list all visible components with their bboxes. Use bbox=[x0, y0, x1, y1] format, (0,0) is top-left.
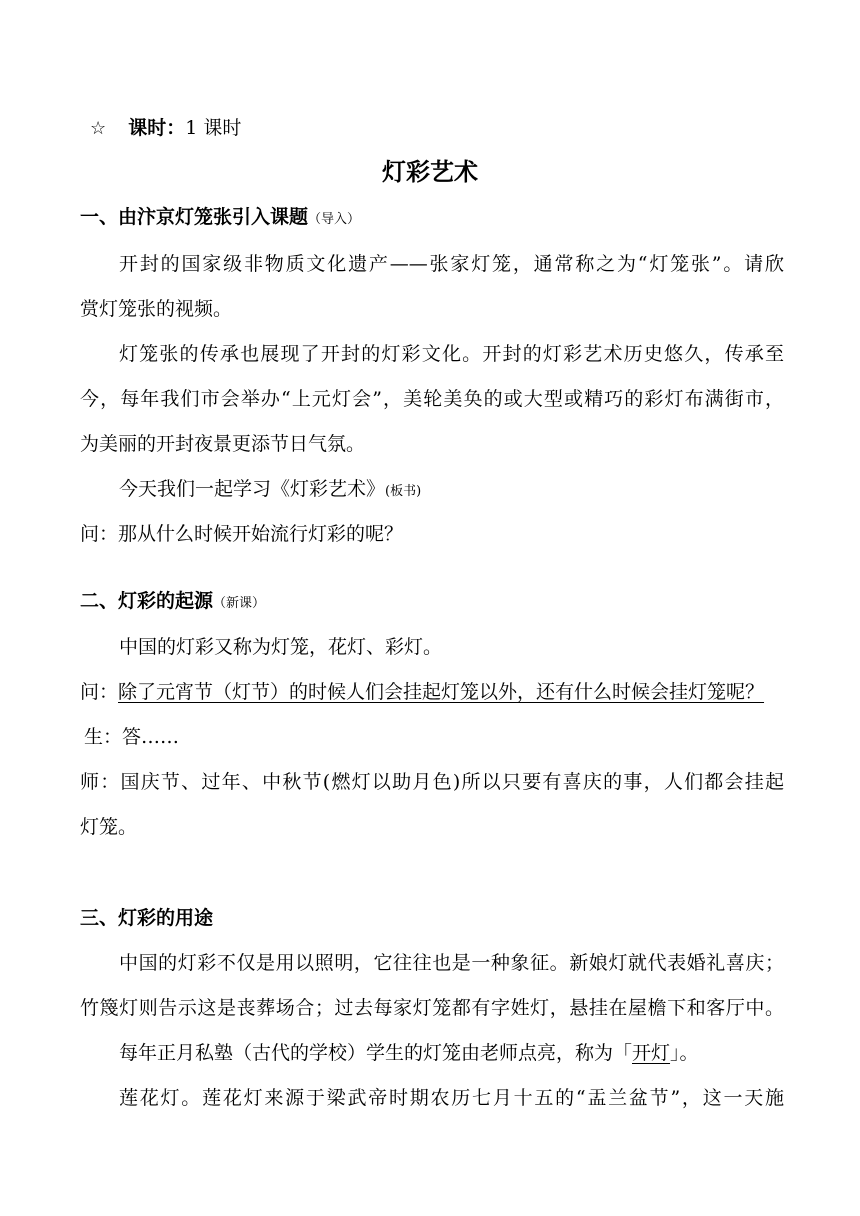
section-3-paragraph-1-line-1: 中国的灯彩不仅是用以照明，它往往也是一种象征。新娘灯就代表婚礼喜庆； bbox=[119, 952, 784, 974]
lesson-time-label: 课时： bbox=[128, 117, 186, 139]
section-1-paragraph-2-line-2: 今，每年我们市会举办“上元灯会”，美轮美奂的或大型或精巧的彩灯布满街市， bbox=[80, 388, 784, 410]
section-2-heading-line bbox=[80, 589, 784, 616]
section-2-note: （新课） bbox=[213, 596, 266, 611]
section-1-paragraph-3-note: (板书) bbox=[385, 484, 422, 499]
section-2-student-answer: 生：答…… bbox=[84, 726, 180, 748]
section-3-paragraph-1-line-2: 竹篾灯则告示这是丧葬场合；过去每家灯笼都有字姓灯，悬挂在屋檐下和客厅中。 bbox=[80, 997, 784, 1019]
page-title: 灯彩艺术 bbox=[382, 157, 478, 186]
section-2-heading: 二、灯彩的起源 bbox=[80, 590, 214, 612]
section-1-question: 问：那从什么时候开始流行灯彩的呢？ bbox=[80, 523, 404, 545]
section-3-heading: 三、灯彩的用途 bbox=[80, 907, 214, 929]
section-1-paragraph-2-line-3: 为美丽的开封夜景更添节日气氛。 bbox=[80, 433, 366, 455]
section-1-paragraph-3 bbox=[119, 477, 784, 504]
section-3-open-lamp-term: 开灯 bbox=[632, 1042, 671, 1064]
section-2-teacher-line-2: 灯笼。 bbox=[80, 816, 138, 838]
section-1-heading-line bbox=[80, 205, 784, 232]
section-3-paragraph-3-line-1: 莲花灯。莲花灯来源于梁武帝时期农历七月十五的“盂兰盆节”，这一天施 bbox=[119, 1087, 784, 1109]
section-2-paragraph-1: 中国的灯彩又称为灯笼，花灯、彩灯。 bbox=[119, 636, 443, 658]
section-1-note: （导入） bbox=[308, 212, 361, 227]
section-3-paragraph-2-pre: 每年正月私塾（古代的学校）学生的灯笼由老师点亮，称为「 bbox=[119, 1042, 633, 1064]
section-1-paragraph-2-line-1: 灯笼张的传承也展现了开封的灯彩文化。开封的灯彩艺术历史悠久，传承至 bbox=[119, 343, 784, 365]
star-icon: ☆ bbox=[90, 118, 107, 139]
section-2-question-prefix: 问： bbox=[80, 681, 119, 703]
section-1-heading: 一、由汴京灯笼张引入课题 bbox=[80, 206, 309, 228]
section-3-paragraph-2 bbox=[119, 1041, 784, 1065]
section-1-paragraph-3-text: 今天我们一起学习《灯彩艺术》 bbox=[119, 478, 386, 500]
section-1-paragraph-1-line-1: 开封的国家级非物质文化遗产——张家灯笼，通常称之为“灯笼张”。请欣 bbox=[119, 253, 784, 275]
section-2-question-text: 除了元宵节（灯节）的时候人们会挂起灯笼以外，还有什么时候会挂灯笼呢？ bbox=[118, 681, 765, 703]
section-1-paragraph-1-line-2: 赏灯笼张的视频。 bbox=[80, 298, 233, 320]
lesson-time-line bbox=[90, 116, 794, 141]
section-2-teacher-line-1: 师：国庆节、过年、中秋节(燃灯以助月色)所以只要有喜庆的事，人们都会挂起 bbox=[80, 771, 784, 793]
section-2-question bbox=[80, 680, 784, 704]
lesson-time-value: 1 课时 bbox=[185, 117, 242, 139]
section-3-paragraph-2-post: 」。 bbox=[670, 1042, 699, 1064]
